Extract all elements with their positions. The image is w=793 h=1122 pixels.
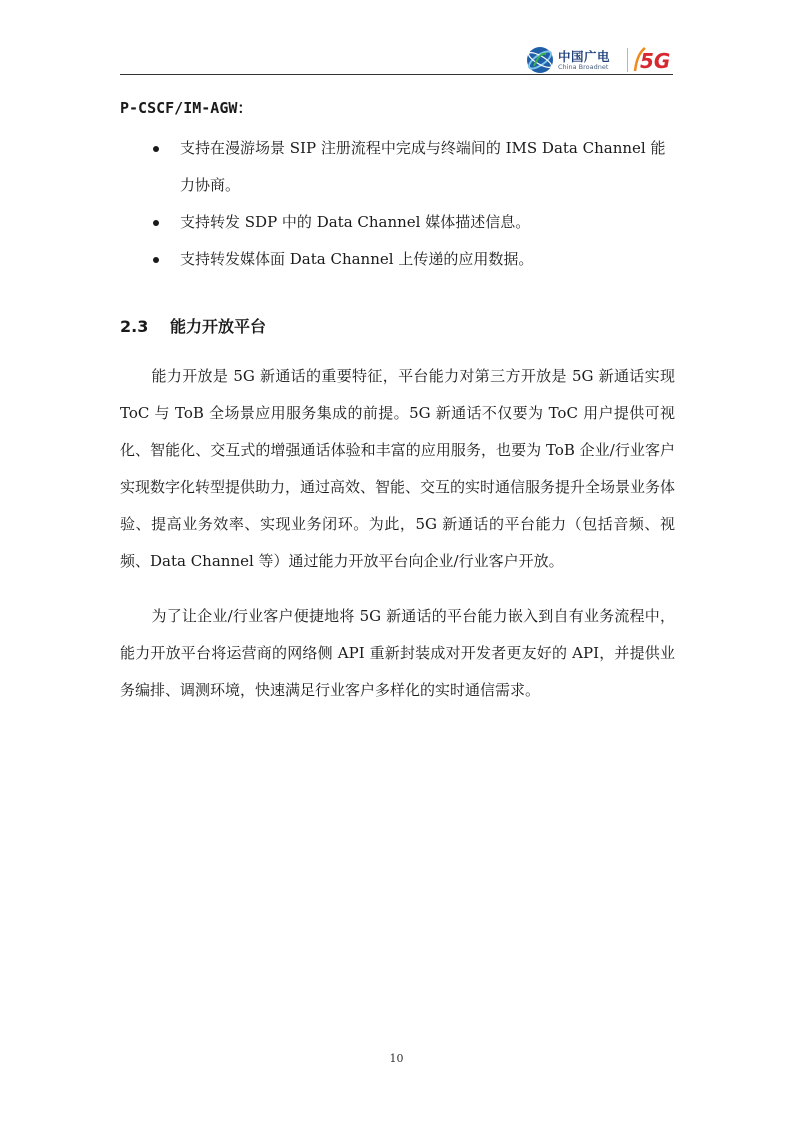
- bullet-item: [120, 241, 675, 278]
- bullet-dot-icon: [153, 257, 159, 263]
- body-paragraph: 为了让企业/行业客户便捷地将 5G 新通话的平台能力嵌入到自有业务流程中，能力开放平台将运营商的网络侧 API 重新封装成对开发者更友好的 API，并提供业务编排、调测环境，快速满足行业客户多样化的实时通信需求。: [120, 607, 675, 699]
- bullet-item: [120, 204, 675, 241]
- bullet-dot-icon: [153, 220, 159, 226]
- page-number: 10: [389, 1052, 404, 1065]
- section-title: 能力开放平台: [170, 317, 267, 336]
- 5g-logo: [633, 44, 675, 74]
- section-number: 2.3: [120, 317, 149, 336]
- bullet-dot-icon: [153, 146, 159, 152]
- logo-divider: [627, 48, 628, 72]
- globe-icon: [526, 46, 554, 74]
- section-heading: [120, 315, 675, 339]
- subheading: P-CSCF/IM-AGW：: [120, 99, 253, 117]
- body-paragraph: 能力开放是 5G 新通话的重要特征，平台能力对第三方开放是 5G 新通话实现 ToC 与 ToB 全场景应用服务集成的前提。5G 新通话不仅要为 ToC 用户提供可视化、智能化、交互式的增强通话体验和丰富的应用服务，也要为 ToB 企业/行业客户实现数字化转型提供助力，通过高效、智能、交互的实时通信服务提升全场景业务体验、提高业务效率、实现业务闭环。为此，5G 新通话的平台能力（包括音频、视频、Data Channel 等）通过能力开放平台向企业/行业客户开放。: [120, 367, 676, 570]
- header-rule: [120, 74, 673, 75]
- bullet-item: [120, 130, 675, 204]
- bullet-list: [120, 130, 675, 278]
- 5g-logo-text: 5G: [640, 49, 671, 73]
- bullet-text: 支持转发媒体面 Data Channel 上传递的应用数据。: [180, 250, 534, 268]
- logo-english-text: China Broadnet: [558, 63, 609, 71]
- bullet-text: 支持转发 SDP 中的 Data Channel 媒体描述信息。: [180, 213, 531, 231]
- china-broadnet-logo: [526, 44, 626, 74]
- logo-chinese-text: 中国广电: [558, 49, 611, 64]
- page-content: [120, 96, 675, 709]
- bullet-text: 支持在漫游场景 SIP 注册流程中完成与终端间的 IMS Data Channel 能力协商。: [180, 139, 666, 194]
